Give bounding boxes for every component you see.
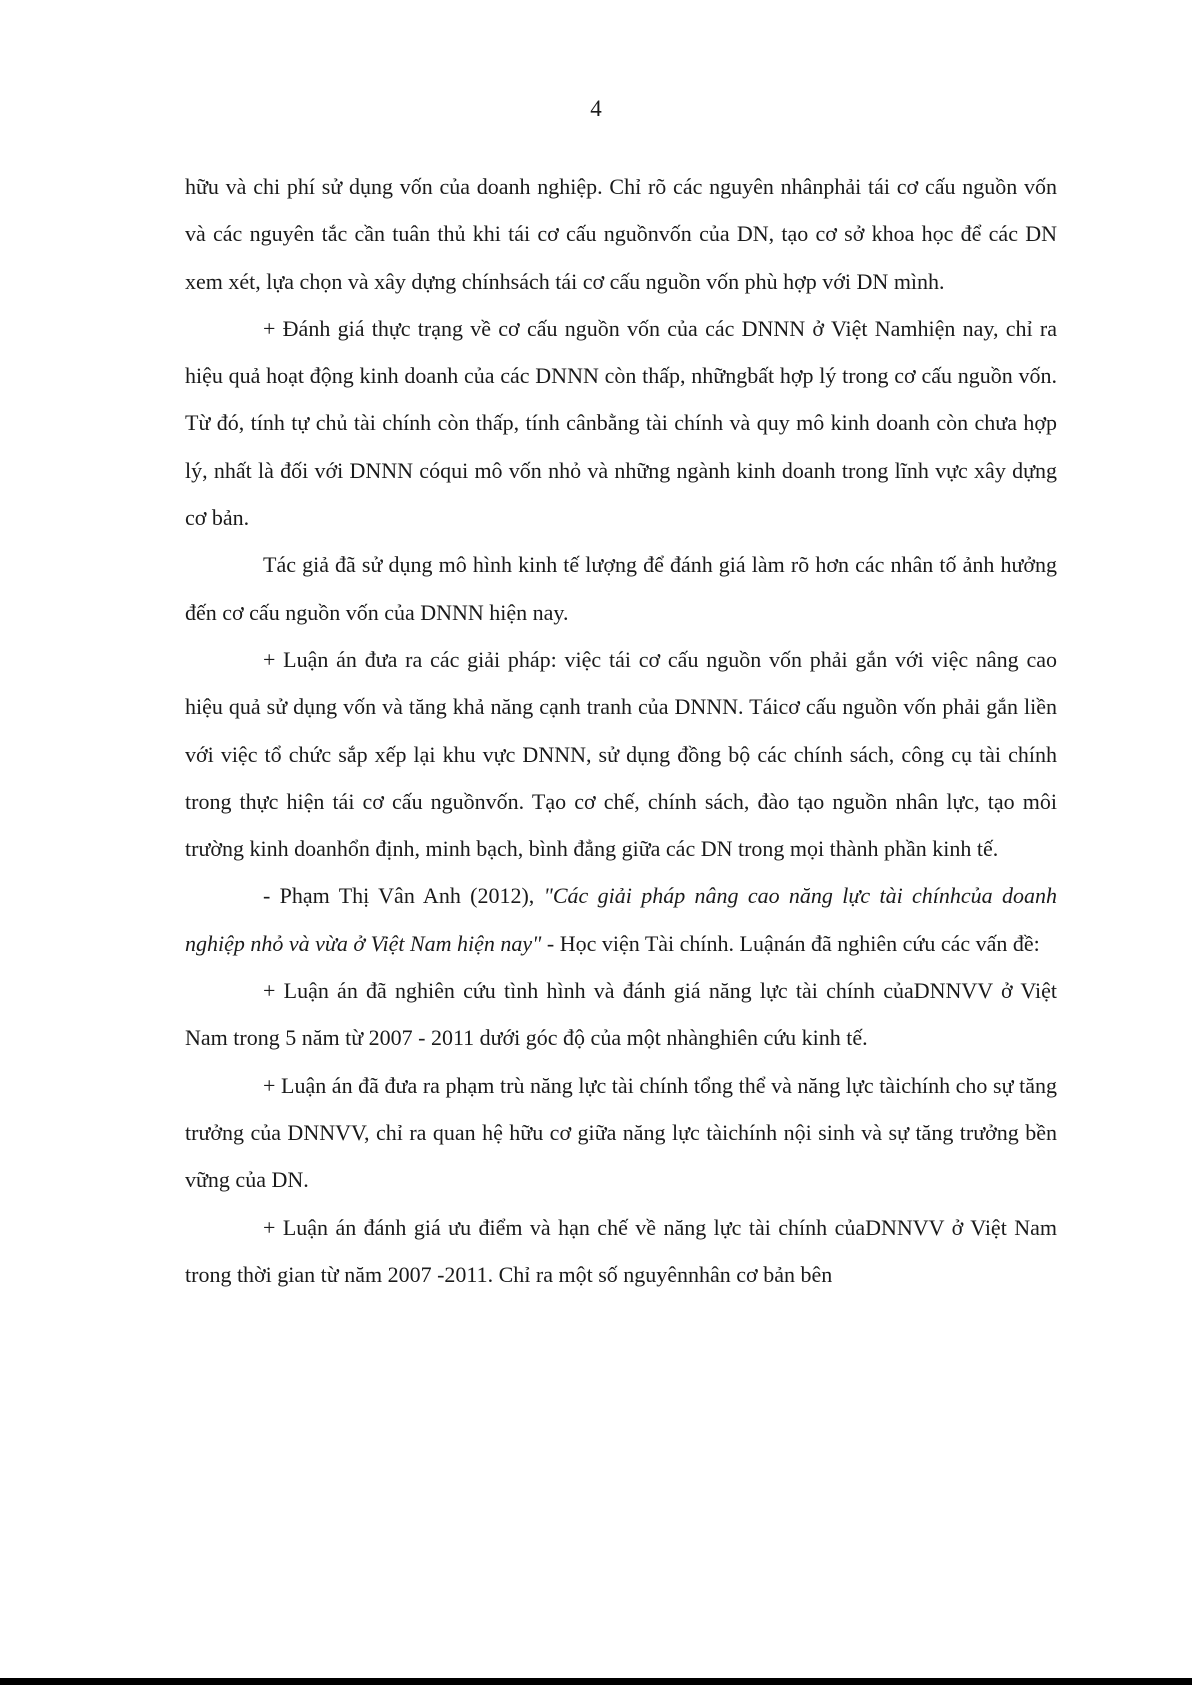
paragraph-6: + Luận án đã nghiên cứu tình hình và đánh giá năng lực tài chính củaDNNVV ở Việt Nam trong 5 năm từ 2007 - 2011 dưới góc độ của một nhànghiên cứu kinh tế. (185, 978, 1057, 1051)
citation-source: - Học viện Tài chính. Luậnán đã nghiên cứu các vấn đề: (541, 930, 1040, 956)
paragraph-4: + Luận án đưa ra các giải pháp: việc tái cơ cấu nguồn vốn phải gắn với việc nâng cao hiệu quả sử dụng vốn và tăng khả năng cạnh tranh của DNNN. Táicơ cấu nguồn vốn phải gắn liền với việc tổ chức sắp xếp lại khu vực DNNN, sử dụng đồng bộ các chính sách, công cụ tài chính trong thực hiện tái cơ cấu nguồnvốn. Tạo cơ chế, chính sách, đào tạo nguồn nhân lực, tạo môi trường kinh doanhổn định, minh bạch, bình đẳng giữa các DN trong mọi thành phần kinh tế. (185, 646, 1057, 862)
paragraph-1: hữu và chi phí sử dụng vốn của doanh nghiệp. Chỉ rõ các nguyên nhânphải tái cơ cấu nguồn vốn và các nguyên tắc cần tuân thủ khi tái cơ cấu nguồnvốn của DN, tạo cơ sở khoa học để các DN xem xét, lựa chọn và xây dựng chínhsách tái cơ cấu nguồn vốn phù hợp với DN mình. (185, 174, 1057, 294)
paragraph-5-citation (185, 872, 1057, 967)
page-number: 4 (590, 96, 602, 121)
paragraph-2: + Đánh giá thực trạng về cơ cấu nguồn vốn của các DNNN ở Việt Namhiện nay, chỉ ra hiệu quả hoạt động kinh doanh của các DNNN còn thấp, nhữngbất hợp lý trong cơ cấu nguồn vốn. Từ đó, tính tự chủ tài chính còn thấp, tính cânbằng tài chính và quy mô kinh doanh còn chưa hợp lý, nhất là đối với DNNN cóqui mô vốn nhỏ và những ngành kinh doanh trong lĩnh vực xây dựng cơ bản. (185, 315, 1057, 531)
citation-author: - Phạm Thị Vân Anh (2012), (263, 883, 544, 909)
paragraph-8: + Luận án đánh giá ưu điểm và hạn chế về năng lực tài chính củaDNNVV ở Việt Nam trong thời gian từ năm 2007 -2011. Chỉ ra một số nguyênnhân cơ bản bên (185, 1214, 1057, 1287)
paragraph-3: Tác giả đã sử dụng mô hình kinh tế lượng để đánh giá làm rõ hơn các nhân tố ảnh hưởng đến cơ cấu nguồn vốn của DNNN hiện nay. (185, 552, 1057, 625)
body-text (185, 163, 1057, 1298)
bottom-border (0, 1678, 1192, 1685)
paragraph-7: + Luận án đã đưa ra phạm trù năng lực tài chính tổng thể và năng lực tàichính cho sự tăng trưởng của DNNVV, chỉ ra quan hệ hữu cơ giữa năng lực tàichính nội sinh và sự tăng trưởng bền vững của DN. (185, 1072, 1057, 1193)
citation-title: "Các giải pháp nâng cao năng lực tài chínhcủa doanh nghiệp nhỏ và vừa ở Việt Nam hiện nay" (185, 883, 1057, 956)
